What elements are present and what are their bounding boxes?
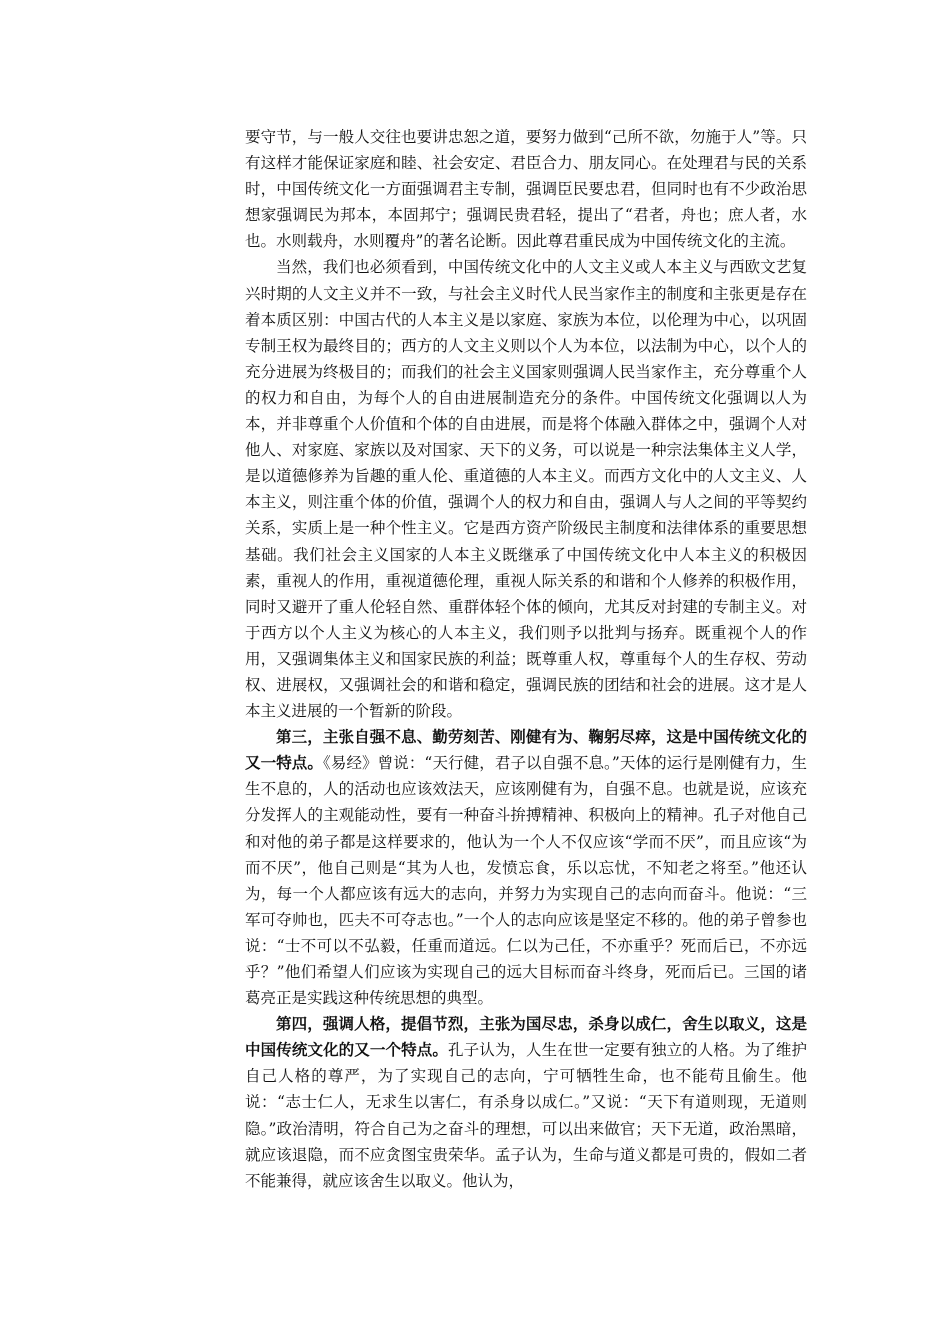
paragraph-4-text: 孔子认为，人生在世一定要有独立的人格。为了维护自己人格的尊严，为了实现自己的志向，宁可牺牲生命，也不能苟且偷生。他说：“志士仁人，无求生以害仁，有杀身以成仁。”又说：“天下有道则现，无道则隐。”政治清明，符合自己为之奋斗的理想，可以出来做官；天下无道，政治黑暗，就应该退隐，而不应贪图宝贵荣华。孟子认为，生命与道义都是可贵的，假如二者不能兼得，就应该舍生以取义。他认为， xyxy=(245,1041,807,1190)
paragraph-3-text: 《易经》曾说：“天行健，君子以自强不息。”天体的运行是刚健有力，生生不息的，人的活动也应该效法天，应该刚健有为，自强不息。也就是说，应该充分发挥人的主观能动性，要有一种奋斗拚搏精神、积极向上的精神。孔子对他自己和对他的弟子都是这样要求的，他认为一个人不仅应该“学而不厌”，而且应该“为而不厌”，他自己则是“其为人也，发愤忘食，乐以忘忧，不知老之将至。”他还认为，每一个人都应该有远大的志向，并努力为实现自己的志向而奋斗。他说：“三军可夺帅也，匹夫不可夺志也。”一个人的志向应该是坚定不移的。他的弟子曾参也说：“士不可以不弘毅，任重而道远。仁以为己任，不亦重乎？死而后已，不亦远乎？”他们希望人们应该为实现自己的远大目标而奋斗终身，死而后已。三国的诸葛亮正是实践这种传统思想的典型。 xyxy=(245,754,807,1008)
paragraph-1 xyxy=(245,124,807,254)
paragraph-2 xyxy=(245,254,807,724)
paragraph-3-heading: 第三，主张自强不息、勤劳刻苦、刚健有为、鞠躬尽瘁，这是中国传统文化的又一特点。 xyxy=(245,727,807,773)
paragraph-2-text: 当然，我们也必须看到，中国传统文化中的人文主义或人本主义与西欧文艺复兴时期的人文主义并不一致，与社会主义时代人民当家作主的制度和主张更是存在着本质区别：中国古代的人本主义是以家庭、家族为本位，以伦理为中心，以巩固专制王权为最终目的；西方的人文主义则以个人为本位，以法制为中心，以个人的充分进展为终极目的；而我们的社会主义国家则强调人民当家作主，充分尊重个人的权力和自由，为每个人的自由进展制造充分的条件。中国传统文化强调以人为本，并非尊重个人价值和个体的自由进展，而是将个体融入群体之中，强调个人对他人、对家庭、家族以及对国家、天下的义务，可以说是一种宗法集体主义人学，是以道德修养为旨趣的重人伦、重道德的人本主义。而西方文化中的人文主义、人本主义，则注重个体的价值，强调个人的权力和自由，强调人与人之间的平等契约关系，实质上是一种个性主义。它是西方资产阶级民主制度和法律体系的重要思想基础。我们社会主义国家的人本主义既继承了中国传统文化中人本主义的积极因素，重视人的作用，重视道德伦理，重视人际关系的和谐和个人修养的积极作用，同时又避开了重人伦轻自然、重群体轻个体的倾向，尤其反对封建的专制主义。对于西方以个人主义为核心的人本主义，我们则予以批判与扬弃。既重视个人的作用，又强调集体主义和国家民族的利益；既尊重人权，尊重每个人的生存权、劳动权、进展权，又强调社会的和谐和稳定，强调民族的团结和社会的进展。这才是人本主义进展的一个暂新的阶段。 xyxy=(245,258,807,721)
document-page xyxy=(245,124,807,1194)
paragraph-3 xyxy=(245,724,807,1011)
paragraph-4 xyxy=(245,1011,807,1194)
paragraph-4-heading: 第四，强调人格，提倡节烈，主张为国尽忠，杀身以成仁，舍生以取义，这是中国传统文化的又一个特点。 xyxy=(245,1014,807,1060)
paragraph-1-text: 要守节，与一般人交往也要讲忠恕之道，要努力做到“己所不欲，勿施于人”等。只有这样才能保证家庭和睦、社会安定、君臣合力、朋友同心。在处理君与民的关系时，中国传统文化一方面强调君主专制，强调臣民要忠君，但同时也有不少政治思想家强调民为邦本，本固邦宁；强调民贵君轻，提出了“君者，舟也；庶人者，水也。水则载舟，水则覆舟”的著名论断。因此尊君重民成为中国传统文化的主流。 xyxy=(245,128,807,251)
